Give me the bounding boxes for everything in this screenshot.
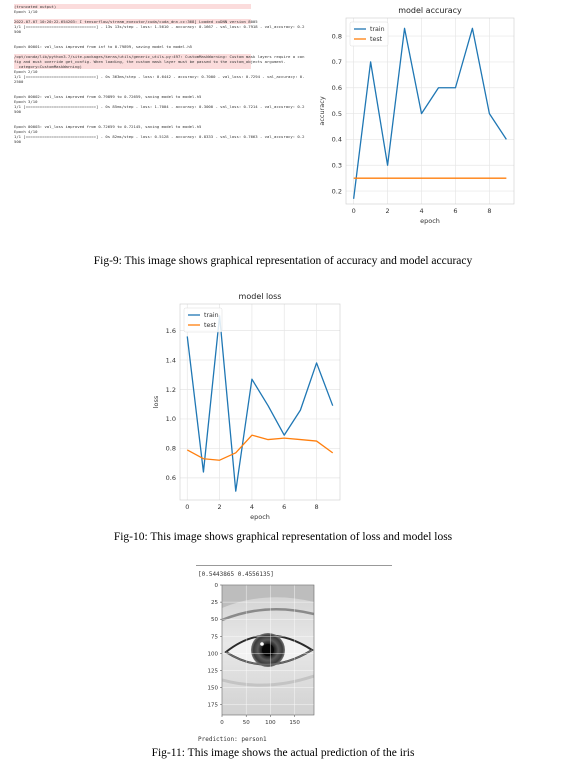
x-tick-label: 0 bbox=[351, 207, 356, 215]
y-tick-label: 0.8 bbox=[165, 444, 176, 453]
fig9-caption: Fig-9: This image shows graphical representation of accuracy and model accuracy bbox=[93, 255, 473, 267]
x-tick-label: 8 bbox=[487, 207, 492, 215]
x-tick-label: 2 bbox=[217, 503, 222, 511]
y-tick-label: 125 bbox=[207, 668, 218, 675]
y-tick-label: 25 bbox=[211, 600, 218, 607]
loss-chart bbox=[150, 288, 350, 530]
y-tick-label: 0.6 bbox=[165, 474, 176, 483]
log-line: 2022-07-07 10:20:22.654203: I tensorflow/stream_executor/cuda/cuda_dnn.cc:368] Loaded cuDNN version 8005 bbox=[14, 19, 258, 24]
log-line: 1/1 [==============================] - 13s 13s/step - loss: 1.5610 - accuracy: 0.1667 - val_loss: 0.7918 - val_accuracy: 0.2 bbox=[14, 24, 305, 29]
output-divider bbox=[196, 565, 392, 566]
y-tick-label: 150 bbox=[207, 685, 218, 692]
log-line: fig and must override get_config. When loading, the custom mask layer must be passed to the custom_objects argument. bbox=[14, 59, 286, 64]
x-tick-label: 0 bbox=[220, 720, 224, 726]
x-tick-label: 100 bbox=[265, 720, 276, 726]
log-line: Epoch 2/10 bbox=[14, 69, 38, 74]
log-line: Epoch 00001: val_loss improved from inf to 0.79899, saving model to model.h5 bbox=[14, 44, 193, 49]
x-tick-label: 8 bbox=[314, 503, 319, 511]
log-line: 2500 bbox=[14, 79, 24, 84]
log-line: (truncated output) bbox=[14, 4, 251, 9]
chart-title: model loss bbox=[238, 292, 282, 301]
x-tick-label: 0 bbox=[185, 503, 190, 511]
legend bbox=[184, 308, 222, 332]
y-tick-label: 50 bbox=[211, 617, 218, 624]
log-line: Epoch 00002: val_loss improved from 0.79899 to 0.72659, saving model to model.h5 bbox=[14, 94, 202, 99]
log-line: /opt/conda/lib/python3.7/site-packages/keras/utils/generic_utils.py:497: CustomMaskWarning: Custom mask layers require a con bbox=[14, 54, 305, 59]
log-line: 500 bbox=[14, 109, 22, 114]
y-tick-label: 1.2 bbox=[165, 385, 176, 394]
y-tick-label: 100 bbox=[207, 651, 218, 658]
log-line: Epoch 4/10 bbox=[14, 129, 38, 134]
y-tick-label: 0.3 bbox=[331, 161, 342, 170]
accuracy-chart bbox=[312, 2, 526, 228]
x-axis-label: epoch bbox=[420, 217, 440, 225]
x-tick-label: 6 bbox=[453, 207, 458, 215]
x-tick-label: 6 bbox=[282, 503, 287, 511]
y-tick-label: 1.6 bbox=[165, 326, 176, 335]
prediction-probabilities: [0.5443865 0.4556135] bbox=[198, 571, 274, 578]
y-tick-label: 75 bbox=[211, 634, 218, 641]
y-tick-label: 1.4 bbox=[165, 356, 176, 365]
legend-label-test: test bbox=[370, 36, 383, 44]
x-tick-label: 4 bbox=[419, 207, 424, 215]
fig10-caption: Fig-10: This image shows graphical representation of loss and model loss bbox=[113, 531, 453, 543]
legend-label-train: train bbox=[370, 26, 385, 34]
y-tick-label: 0.2 bbox=[331, 187, 342, 196]
x-tick-label: 50 bbox=[242, 720, 250, 726]
y-tick-label: 0.4 bbox=[331, 135, 342, 144]
x-tick-label: 150 bbox=[289, 720, 300, 726]
training-log bbox=[14, 4, 305, 258]
y-tick-label: 1.0 bbox=[165, 415, 176, 424]
y-tick-label: 0.8 bbox=[331, 32, 342, 41]
legend-label-test: test bbox=[204, 322, 217, 330]
x-tick-label: 2 bbox=[385, 207, 390, 215]
chart-title: model accuracy bbox=[398, 6, 462, 15]
x-tick-label: 4 bbox=[249, 503, 254, 511]
log-line: 500 bbox=[14, 139, 22, 144]
log-line: 1/1 [==============================] - 0s 85ms/step - loss: 1.7004 - accuracy: 0.3000 - val_loss: 0.7214 - val_accuracy: 0.2 bbox=[14, 104, 305, 109]
x-axis-label: epoch bbox=[250, 513, 270, 521]
log-line: 1/1 [==============================] - 0s 363ms/step - loss: 0.6442 - accuracy: 0.7000 - val_loss: 0.7294 - val_accuracy: 0. bbox=[14, 74, 305, 79]
log-line: Epoch 1/10 bbox=[14, 9, 38, 14]
log-line: Epoch 3/10 bbox=[14, 99, 38, 104]
legend bbox=[350, 22, 388, 46]
log-line: Epoch 00003: val_loss improved from 0.72659 to 0.72145, saving model to model.h5 bbox=[14, 124, 202, 129]
y-tick-label: 175 bbox=[207, 702, 218, 709]
iris-image bbox=[222, 585, 314, 715]
y-axis-label: loss bbox=[152, 395, 160, 409]
log-line: 500 bbox=[14, 29, 22, 34]
y-tick-label: 0.7 bbox=[331, 58, 342, 67]
y-tick-label: 0.6 bbox=[331, 84, 342, 93]
iris-prediction-plot bbox=[196, 580, 326, 740]
log-line: category=CustomMaskWarning) bbox=[14, 64, 251, 69]
prediction-label: Prediction: person1 bbox=[198, 736, 267, 743]
log-line: 1/1 [==============================] - 0s 82ms/step - loss: 0.5128 - accuracy: 0.8333 - val_loss: 0.7663 - val_accuracy: 0.2 bbox=[14, 134, 305, 139]
fig11-caption: Fig-11: This image shows the actual prediction of the iris bbox=[151, 747, 415, 759]
y-tick-label: 0.5 bbox=[331, 109, 342, 118]
legend-label-train: train bbox=[204, 312, 219, 320]
y-axis-label: accuracy bbox=[318, 96, 326, 126]
y-tick-label: 0 bbox=[214, 583, 218, 589]
